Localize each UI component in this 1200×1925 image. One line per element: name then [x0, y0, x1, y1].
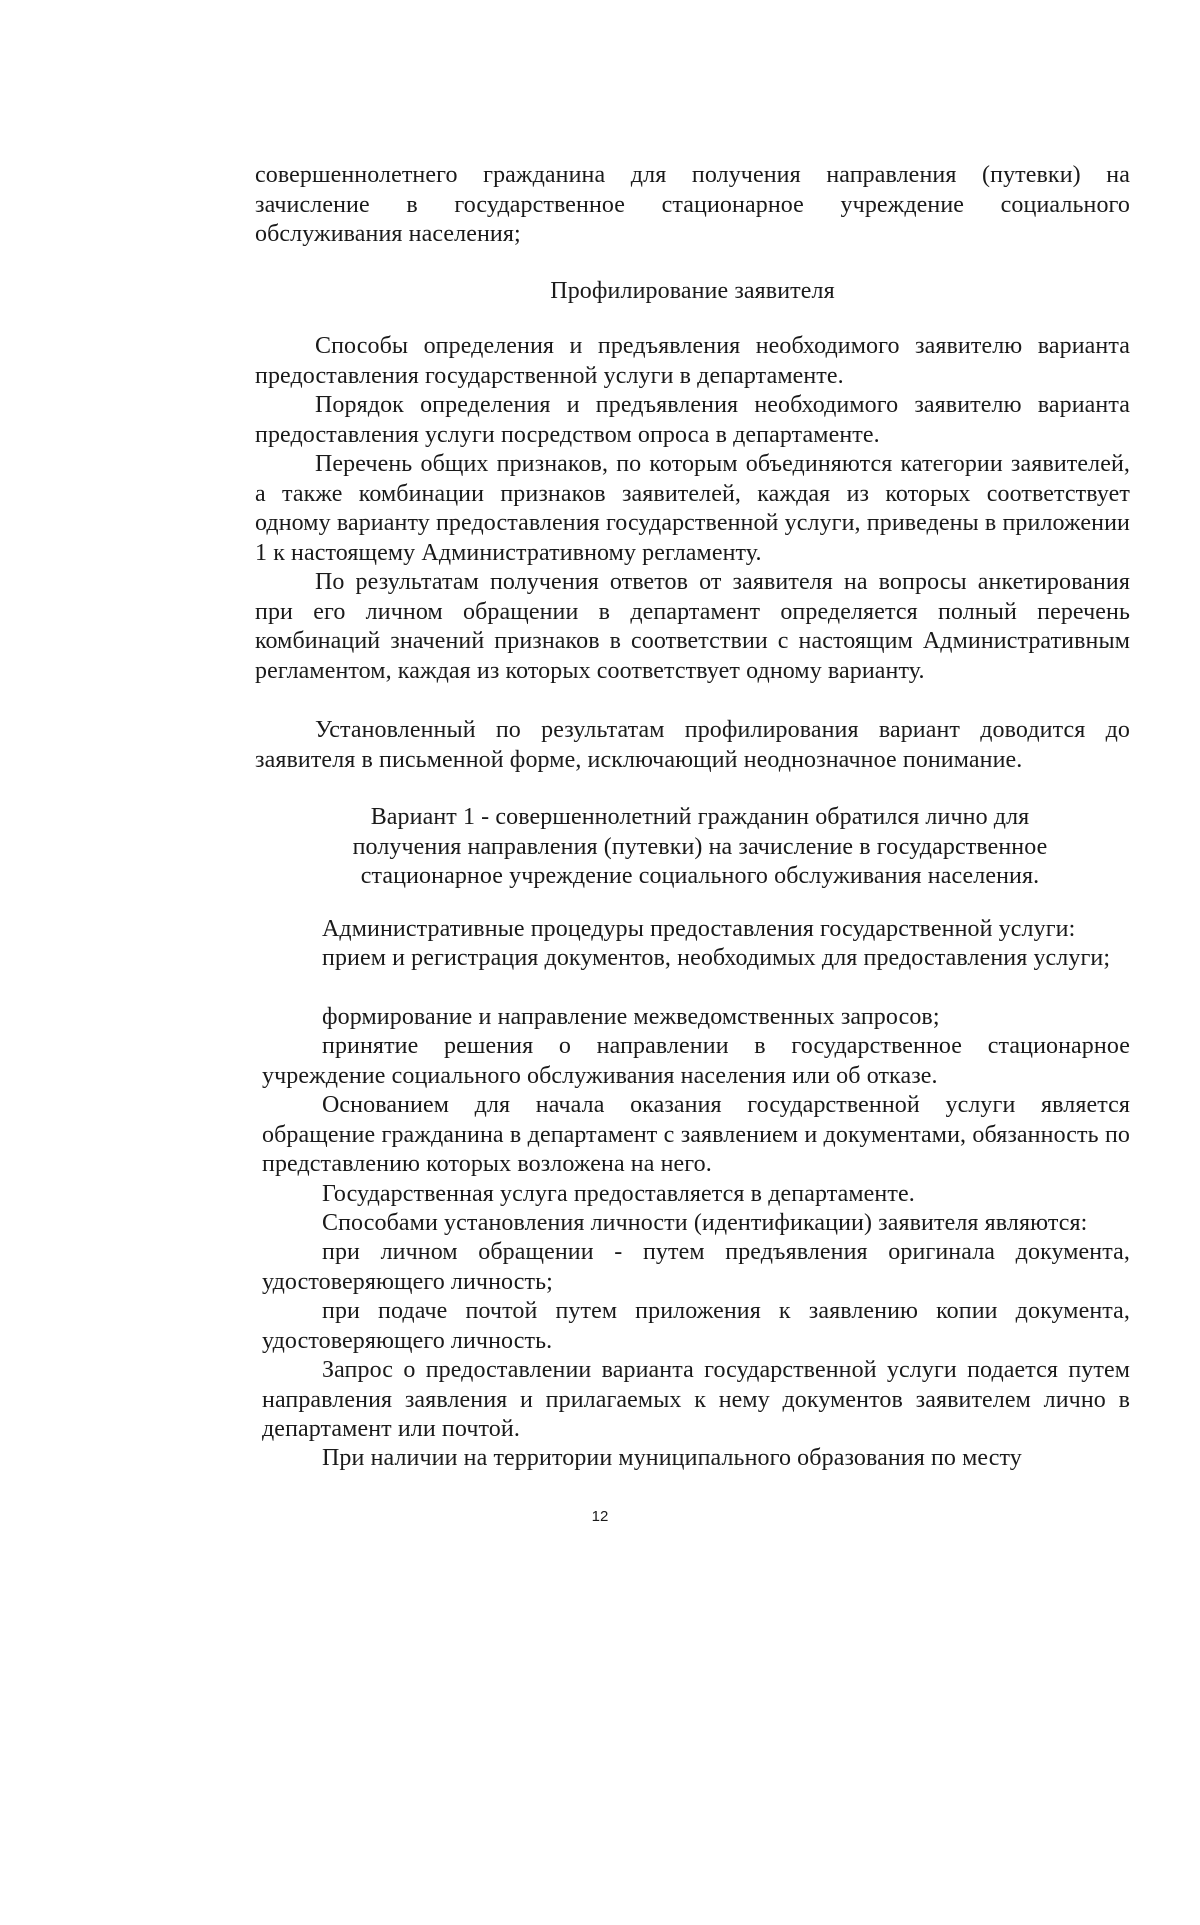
variant-paragraph-8: при личном обращении - путем предъявления оригинала документа, удостоверяющего личность;	[262, 1239, 1130, 1295]
variant-paragraph-3: формирование и направление межведомственных запросов;	[322, 1004, 940, 1030]
section-heading: Профилирование заявителя	[550, 278, 835, 304]
profiling-paragraph-3: Перечень общих признаков, по которым объединяются категории заявителей, а также комбинации признаков заявителей, каждая из которых соответствует одному варианту предоставления государственной услуги, приведены в приложении 1 к настоящему Административному регламенту.	[255, 451, 1130, 566]
variant-paragraph-2: прием и регистрация документов, необходимых для предоставления услуги;	[322, 945, 1111, 971]
variant-paragraph-7: Способами установления личности (идентификации) заявителя являются:	[322, 1210, 1088, 1236]
profiling-paragraph-4: По результатам получения ответов от заявителя на вопросы анкетирования при его личном обращении в департамент определяется полный перечень комбинаций значений признаков в соответствии с настоящим Административным регламентом, каждая из которых соответствует одному варианту.	[255, 569, 1130, 684]
variant-paragraph-5: Основанием для начала оказания государственной услуги является обращение гражданина в департамент с заявлением и документами, обязанность по представлению которых возложена на него.	[262, 1092, 1130, 1178]
variant-heading: Вариант 1 - совершеннолетний гражданин обратился лично для получения направления (путевки) на зачисление в государственное стационарное учреждение социального обслуживания населения.	[352, 804, 1048, 890]
page-number: 12	[591, 1508, 609, 1525]
variant-paragraph-4: принятие решения о направлении в государственное стационарное учреждение социального обслуживания населения или об отказе.	[262, 1033, 1130, 1089]
variant-paragraph-11: При наличии на территории муниципального образования по месту	[322, 1445, 1022, 1471]
profiling-paragraph-2: Порядок определения и предъявления необходимого заявителю варианта предоставления услуги посредством опроса в департаменте.	[255, 392, 1130, 448]
profiling-paragraph-1: Способы определения и предъявления необходимого заявителю варианта предоставления государственной услуги в департаменте.	[255, 333, 1130, 389]
profiling-paragraph-5: Установленный по результатам профилирования вариант доводится до заявителя в письменной форме, исключающий неоднозначное понимание.	[255, 717, 1130, 773]
intro-paragraph: совершеннолетнего гражданина для получения направления (путевки) на зачисление в государственное стационарное учреждение социального обслуживания населения;	[255, 162, 1130, 248]
variant-paragraph-1: Административные процедуры предоставления государственной услуги:	[322, 916, 1076, 942]
variant-paragraph-10: Запрос о предоставлении варианта государственной услуги подается путем направления заявления и прилагаемых к нему документов заявителем лично в департамент или почтой.	[262, 1357, 1130, 1443]
variant-paragraph-6: Государственная услуга предоставляется в департаменте.	[322, 1181, 915, 1207]
variant-paragraph-9: при подаче почтой путем приложения к заявлению копии документа, удостоверяющего личность.	[262, 1298, 1130, 1354]
